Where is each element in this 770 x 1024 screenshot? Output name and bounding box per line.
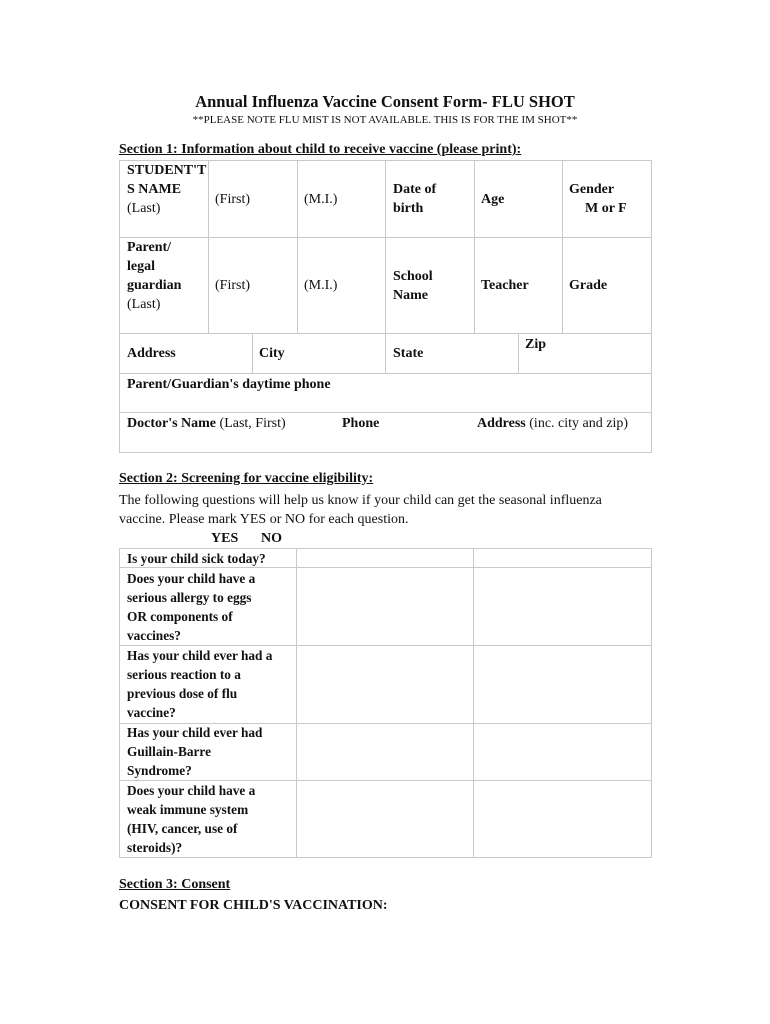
q1-yes-cell[interactable] [297,549,473,567]
zip-label: Zip [525,337,547,352]
student-name-label: STUDENT'T S NAME (Last) [127,163,207,216]
student-mi-label: (M.I.) [304,192,338,207]
section2-heading: Section 2: Screening for vaccine eligibility: [119,471,374,486]
teacher-label: Teacher [481,278,529,293]
flu-mist-note: **PLEASE NOTE FLU MIST IS NOT AVAILABLE. THIS IS FOR THE IM SHOT** [192,114,578,126]
q1-no-cell[interactable] [474,549,651,567]
city-label: City [259,346,285,361]
state-label: State [393,346,424,361]
question-egg-allergy: Does your child have a serious allergy to eggs OR components of vaccines? [127,571,256,643]
section1-heading: Section 1: Information about child to receive vaccine (please print): [119,142,522,157]
gender-label: Gender M or F [569,182,627,216]
date-of-birth-label: Date of birth [393,182,437,216]
consent-subheading: CONSENT FOR CHILD'S VACCINATION: [119,898,388,913]
doctor-name-label: Doctor's Name (Last, First) [127,416,286,431]
question-previous-reaction: Has your child ever had a serious reaction to a previous dose of flu vaccine? [127,648,273,720]
no-column-label: NO [261,531,282,546]
q2-no-cell[interactable] [474,568,651,645]
parent-first-label: (First) [215,278,250,293]
parent-mi-label: (M.I.) [304,278,338,293]
q2-yes-cell[interactable] [297,568,473,645]
doctor-phone-label: Phone [342,416,380,431]
section2-intro-line2: vaccine. Please mark YES or NO for each question. [119,512,409,527]
q3-yes-cell[interactable] [297,646,473,723]
age-label: Age [481,192,505,207]
section2-intro-line1: The following questions will help us know if your child can get the seasonal influenza [119,493,602,508]
yes-column-label: YES [211,531,239,546]
question-guillain-barre: Has your child ever had Guillain-Barre Syndrome? [127,725,263,778]
form-title: Annual Influenza Vaccine Consent Form- FLU SHOT [195,92,575,111]
q4-yes-cell[interactable] [297,724,473,780]
parent-guardian-label: Parent/ legal guardian (Last) [127,240,182,312]
q5-yes-cell[interactable] [297,781,473,857]
section3-heading: Section 3: Consent [119,877,231,892]
q3-no-cell[interactable] [474,646,651,723]
q4-no-cell[interactable] [474,724,651,780]
doctor-address-label: Address (inc. city and zip) [477,416,629,431]
daytime-phone-label: Parent/Guardian's daytime phone [127,377,331,392]
question-sick-today: Is your child sick today? [127,551,266,566]
grade-label: Grade [569,278,608,293]
address-label: Address [127,346,176,361]
question-weak-immune: Does your child have a weak immune system (HIV, cancer, use of steroids)? [127,783,256,855]
school-name-label: School Name [393,269,433,303]
student-first-label: (First) [215,192,250,207]
q5-no-cell[interactable] [474,781,651,857]
